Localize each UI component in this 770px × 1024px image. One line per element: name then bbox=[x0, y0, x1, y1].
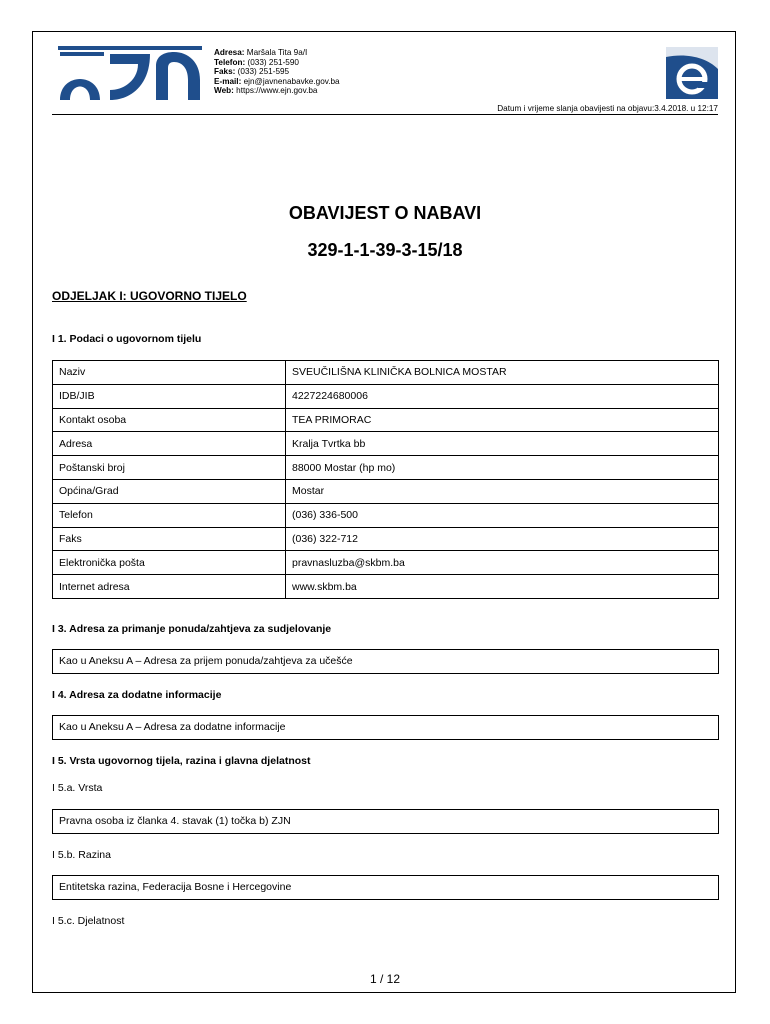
table-row: Telefon (036) 336-500 bbox=[53, 503, 719, 527]
document-title: OBAVIJEST O NABAVI bbox=[288, 203, 482, 223]
contracting-body-table bbox=[52, 360, 719, 599]
contact-fax: Faks: (033) 251-595 bbox=[214, 67, 290, 77]
s5c-label: I 5.c. Djelatnost bbox=[52, 915, 125, 927]
s1-title: I 1. Podaci o ugovornom tijelu bbox=[52, 333, 202, 345]
table-row: Kontakt osoba TEA PRIMORAC bbox=[53, 408, 719, 432]
s5a-label: I 5.a. Vrsta bbox=[52, 782, 103, 794]
table-row: Adresa Kralja Tvrtka bb bbox=[53, 432, 719, 456]
s4-value-box: Kao u Aneksu A – Adresa za dodatne informacije bbox=[52, 715, 719, 740]
s4-title: I 4. Adresa za dodatne informacije bbox=[52, 689, 222, 701]
contact-web: Web: https://www.ejn.gov.ba bbox=[214, 86, 318, 96]
s5b-value-box: Entitetska razina, Federacija Bosne i Hercegovine bbox=[52, 875, 719, 900]
send-date: Datum i vrijeme slanja obavijesti na objavu:3.4.2018. u 12:17 bbox=[497, 104, 718, 113]
contact-address: Adresa: Maršala Tita 9a/I bbox=[214, 48, 308, 57]
table-row: Elektronička pošta pravnasluzba@skbm.ba bbox=[53, 551, 719, 575]
s5a-value-box: Pravna osoba iz članka 4. stavak (1) točka b) ZJN bbox=[52, 809, 719, 834]
header-divider bbox=[52, 114, 718, 115]
table-row: IDB/JIB 4227224680006 bbox=[53, 384, 719, 408]
s3-value-box: Kao u Aneksu A – Adresa za prijem ponuda/zahtjeva za učešće bbox=[52, 649, 719, 674]
table-row: Općina/Grad Mostar bbox=[53, 479, 719, 503]
table-row: Naziv SVEUČILIŠNA KLINIČKA BOLNICA MOSTAR bbox=[53, 361, 719, 385]
ejn-logo-left bbox=[58, 46, 202, 100]
section-title: ODJELJAK I: UGOVORNO TIJELO bbox=[52, 289, 247, 303]
table-row: Faks (036) 322-712 bbox=[53, 527, 719, 551]
contact-phone: Telefon: (033) 251-590 bbox=[214, 57, 299, 67]
contact-email: E-mail: ejn@javnenabavke.gov.ba bbox=[214, 76, 340, 86]
table-row: Internet adresa www.skbm.ba bbox=[53, 575, 719, 599]
contact-block bbox=[214, 48, 340, 96]
s5b-label: I 5.b. Razina bbox=[52, 849, 111, 861]
table-row: Poštanski broj 88000 Mostar (hp mo) bbox=[53, 456, 719, 480]
e-logo-right bbox=[666, 47, 718, 99]
page-number: 1 / 12 bbox=[369, 972, 401, 986]
s3-title: I 3. Adresa za primanje ponuda/zahtjeva za sudjelovanje bbox=[52, 623, 332, 635]
document-number: 329-1-1-39-3-15/18 bbox=[307, 240, 463, 260]
s5-title: I 5. Vrsta ugovornog tijela, razina i glavna djelatnost bbox=[52, 755, 311, 767]
